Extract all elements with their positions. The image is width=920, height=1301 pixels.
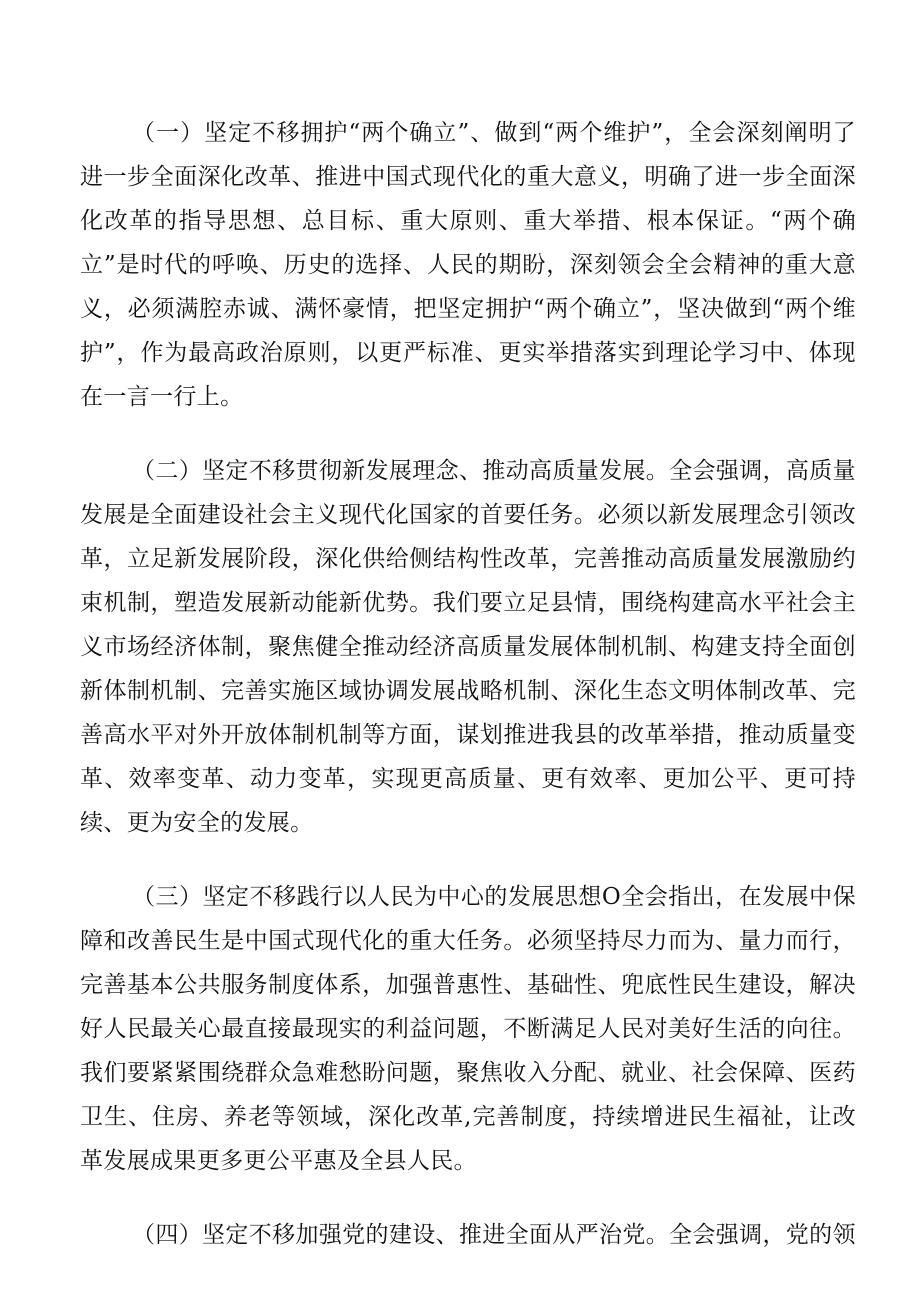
document-body: [80, 111, 856, 1287]
paragraph-2: （二）坚定不移贯彻新发展理念、推动高质量发展。全会强调，高质量发展是全面建设社会主义现代化国家的首要任务。必须以新发展理念引领改革，立足新发展阶段，深化供给侧结构性改革，完善推动高质量发展激励约束机制，塑造发展新动能新优势。我们要立足县情，围绕构建高水平社会主义市场经济体制，聚焦健全推动经济高质量发展体制机制、构建支持全面创新体制机制、完善实施区域协调发展战略机制、深化生态文明体制改革、完善高水平对外开放体制机制等方面，谋划推进我县的改革举措，推动质量变革、效率变革、动力变革，实现更高质量、更有效率、更加公平、更可持续、更为安全的发展。: [80, 458, 856, 836]
paragraph-1: （一）坚定不移拥护“两个确立”、做到“两个维护”，全会深刻阐明了进一步全面深化改革、推进中国式现代化的重大意义，明确了进一步全面深化改革的指导思想、总目标、重大原则、重大举措、根本保证。“两个确立”是时代的呼唤、历史的选择、人民的期盼，深刻领会全会精神的重大意义，必须满腔赤诚、满怀豪情，把坚定拥护“两个确立”，坚决做到“两个维护”，作为最高政治原则，以更严标准、更实举措落实到理论学习中、体现在一言一行上。: [80, 120, 856, 410]
paragraph-3: （三）坚定不移践行以人民为中心的发展思想O全会指出，在发展中保障和改善民生是中国式现代化的重大任务。必须坚持尽力而为、量力而行，完善基本公共服务制度体系，加强普惠性、基础性、兜底性民生建设，解决好人民最关心最直接最现实的利益问题，不断满足人民对美好生活的向往。我们要紧紧围绕群众急难愁盼问题，聚焦收入分配、就业、社会保障、医药卫生、住房、养老等领域，深化改革,完善制度，持续增进民生福祉，让改革发展成果更多更公平惠及全县人民。: [80, 884, 856, 1174]
paragraph-4: （四）坚定不移加强党的建设、推进全面从严治党。全会强调，党的领: [132, 1222, 856, 1248]
